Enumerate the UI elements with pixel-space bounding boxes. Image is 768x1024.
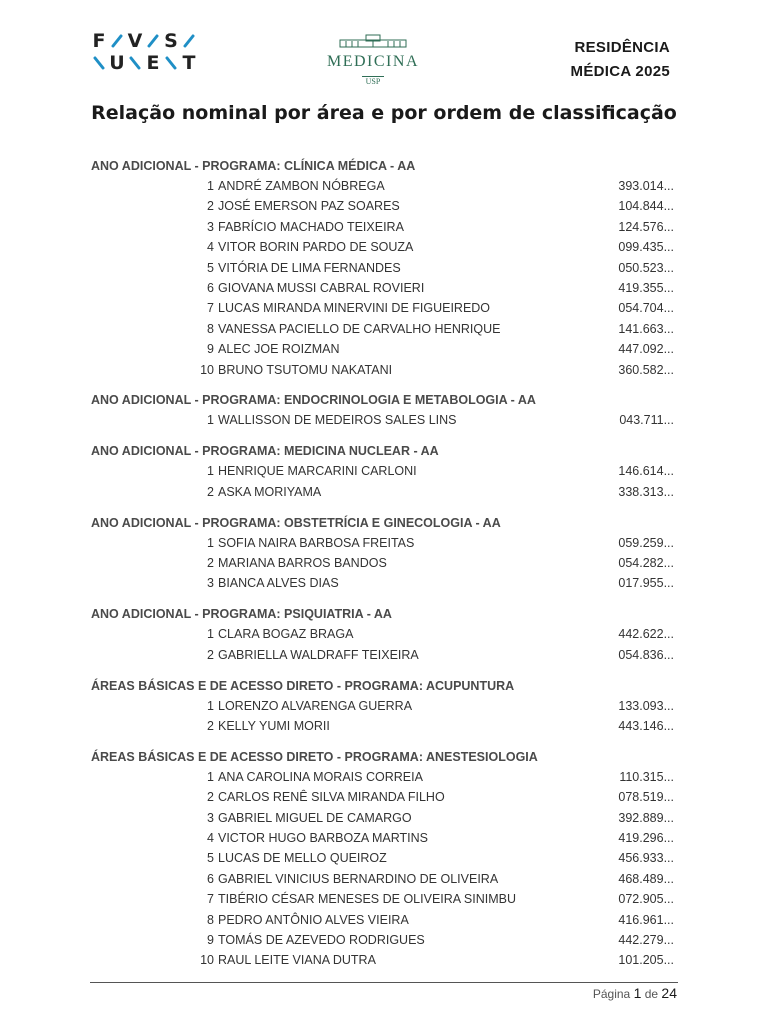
logo-letter: V xyxy=(127,30,143,52)
logo-backslash-icon xyxy=(126,52,144,74)
logo-letter: S xyxy=(164,30,178,52)
candidate-code: 078.519... xyxy=(618,790,674,805)
candidate-rank: 1 xyxy=(207,769,214,784)
candidate-row xyxy=(91,787,676,807)
candidate-code: 468.489... xyxy=(618,871,674,886)
classification-listing xyxy=(91,157,676,982)
candidate-name: ASKA MORIYAMA xyxy=(218,484,322,499)
candidate-rank: 4 xyxy=(207,830,214,845)
candidate-rank: 3 xyxy=(207,810,214,825)
candidate-rank: 2 xyxy=(207,555,214,570)
logo-letter: T xyxy=(182,52,196,74)
candidate-name: VITÓRIA DE LIMA FERNANDES xyxy=(218,260,401,275)
candidate-rank: 1 xyxy=(207,464,214,479)
program-section xyxy=(91,514,676,594)
page-number: 1 xyxy=(633,985,642,1001)
candidate-rank: 7 xyxy=(207,301,214,316)
candidate-code: 393.014... xyxy=(618,179,674,193)
candidate-name: TIBÉRIO CÉSAR MENESES DE OLIVEIRA SINIMBU xyxy=(218,892,516,907)
candidate-name: CLARA BOGAZ BRAGA xyxy=(218,627,354,642)
candidate-rank: 10 xyxy=(200,362,214,377)
program-section xyxy=(91,391,676,430)
candidate-rank: 10 xyxy=(200,953,214,968)
candidate-code: 104.844... xyxy=(618,199,674,214)
candidate-rank: 2 xyxy=(207,718,214,733)
candidate-name: LUCAS DE MELLO QUEIROZ xyxy=(218,851,387,866)
candidate-code: 099.435... xyxy=(618,240,674,255)
candidate-rank: 1 xyxy=(207,179,214,193)
candidate-name: KELLY YUMI MORII xyxy=(218,718,330,733)
candidate-row xyxy=(91,339,676,359)
logo-slash-icon xyxy=(144,30,162,52)
candidate-row xyxy=(91,828,676,848)
logo-backslash-icon xyxy=(162,52,180,74)
candidate-row xyxy=(91,533,676,553)
candidate-row xyxy=(91,360,676,380)
candidate-code: 133.093... xyxy=(618,698,674,713)
section-header: ANO ADICIONAL - PROGRAMA: CLÍNICA MÉDICA - AA xyxy=(91,159,416,173)
candidate-code: 059.259... xyxy=(618,535,674,550)
program-section xyxy=(91,605,676,665)
candidate-rank: 2 xyxy=(207,647,214,662)
candidate-code: 360.582... xyxy=(618,362,674,377)
candidate-row xyxy=(91,196,676,216)
page-label: Página xyxy=(592,987,631,1001)
page-footer xyxy=(593,985,677,1001)
candidate-row xyxy=(91,319,676,339)
candidate-name: FABRÍCIO MACHADO TEIXEIRA xyxy=(218,219,404,234)
candidate-rank: 1 xyxy=(207,535,214,550)
logo-slash-icon xyxy=(108,30,126,52)
candidate-rank: 2 xyxy=(207,199,214,214)
candidate-rank: 9 xyxy=(207,342,214,357)
candidate-rank: 1 xyxy=(207,413,214,428)
candidate-name: TOMÁS DE AZEVEDO RODRIGUES xyxy=(218,932,425,947)
program-section xyxy=(91,157,676,380)
candidate-row xyxy=(91,573,676,593)
candidate-row xyxy=(91,482,676,502)
candidate-code: 101.205... xyxy=(618,953,674,968)
section-header: ANO ADICIONAL - PROGRAMA: MEDICINA NUCLEAR - AA xyxy=(91,444,439,459)
logo-slash-icon xyxy=(180,30,198,52)
candidate-code: 050.523... xyxy=(618,260,674,275)
candidate-name: WALLISSON DE MEDEIROS SALES LINS xyxy=(218,413,457,428)
candidate-code: 146.614... xyxy=(618,464,674,479)
candidate-name: ANA CAROLINA MORAIS CORREIA xyxy=(218,769,423,784)
candidate-rank: 6 xyxy=(207,871,214,886)
candidate-name: LUCAS MIRANDA MINERVINI DE FIGUEIREDO xyxy=(218,301,491,316)
candidate-row xyxy=(91,645,676,665)
candidate-rank: 1 xyxy=(207,627,214,642)
section-header: ANO ADICIONAL - PROGRAMA: PSIQUIATRIA - AA xyxy=(91,607,392,622)
candidate-rank: 3 xyxy=(207,219,214,234)
candidate-code: 054.282... xyxy=(618,555,674,570)
candidate-name: HENRIQUE MARCARINI CARLONI xyxy=(218,464,417,479)
candidate-row xyxy=(91,767,676,787)
candidate-row xyxy=(91,461,676,481)
candidate-rank: 1 xyxy=(207,698,214,713)
of-label: de xyxy=(644,987,659,1001)
candidate-code: 017.955... xyxy=(618,576,674,591)
candidate-row xyxy=(91,553,676,573)
candidate-code: 054.836... xyxy=(618,647,674,662)
candidate-code: 392.889... xyxy=(618,810,674,825)
candidate-code: 456.933... xyxy=(618,851,674,866)
program-title-line2: MÉDICA 2025 xyxy=(570,63,670,80)
candidate-code: 442.279... xyxy=(618,932,674,947)
candidate-row xyxy=(91,716,676,736)
candidate-row xyxy=(91,298,676,318)
candidate-row xyxy=(91,930,676,950)
page-header xyxy=(0,30,768,90)
candidate-name: BRUNO TSUTOMU NAKATANI xyxy=(218,362,393,377)
candidate-rank: 3 xyxy=(207,576,214,591)
candidate-name: PEDRO ANTÔNIO ALVES VIEIRA xyxy=(218,912,409,927)
candidate-code: 416.961... xyxy=(618,912,674,927)
candidate-rank: 2 xyxy=(207,484,214,499)
section-header: ÁREAS BÁSICAS E DE ACESSO DIRETO - PROGRAMA: ACUPUNTURA xyxy=(91,678,515,693)
candidate-row xyxy=(91,910,676,930)
logo-letter: F xyxy=(92,30,106,52)
candidate-row xyxy=(91,176,676,196)
candidate-name: VANESSA PACIELLO DE CARVALHO HENRIQUE xyxy=(218,321,501,336)
candidate-rank: 5 xyxy=(207,260,214,275)
section-header: ANO ADICIONAL - PROGRAMA: ENDOCRINOLOGIA E METABOLOGIA - AA xyxy=(91,393,536,408)
candidate-rank: 6 xyxy=(207,280,214,295)
program-section xyxy=(91,442,676,502)
candidate-code: 338.313... xyxy=(618,484,674,499)
program-section xyxy=(91,677,676,737)
program-title-line1: RESIDÊNCIA xyxy=(574,39,670,56)
candidate-row xyxy=(91,808,676,828)
logo-letter: U xyxy=(109,52,125,74)
candidate-rank: 4 xyxy=(207,240,214,255)
program-section xyxy=(91,748,676,971)
candidate-rank: 7 xyxy=(207,892,214,907)
candidate-row xyxy=(91,410,676,430)
candidate-name: GIOVANA MUSSI CABRAL ROVIERI xyxy=(218,280,425,295)
candidate-name: LORENZO ALVARENGA GUERRA xyxy=(218,698,413,713)
usp-wordmark: USP xyxy=(362,76,385,87)
candidate-rank: 8 xyxy=(207,912,214,927)
candidate-name: BIANCA ALVES DIAS xyxy=(218,576,339,591)
candidate-rank: 5 xyxy=(207,851,214,866)
candidate-name: GABRIEL MIGUEL DE CAMARGO xyxy=(218,810,412,825)
candidate-row xyxy=(91,848,676,868)
document-title: Relação nominal por área e por ordem de classificação xyxy=(91,102,677,124)
candidate-row xyxy=(91,624,676,644)
candidate-name: GABRIELLA WALDRAFF TEIXEIRA xyxy=(218,647,419,662)
candidate-row xyxy=(91,889,676,909)
candidate-name: ANDRÉ ZAMBON NÓBREGA xyxy=(218,179,385,193)
fuvest-logo xyxy=(90,30,206,74)
candidate-code: 443.146... xyxy=(618,718,674,733)
candidate-code: 054.704... xyxy=(618,301,674,316)
total-pages: 24 xyxy=(661,985,677,1001)
candidate-name: MARIANA BARROS BANDOS xyxy=(218,555,387,570)
candidate-name: RAUL LEITE VIANA DUTRA xyxy=(218,953,376,968)
logo-backslash-icon xyxy=(90,52,108,74)
candidate-row xyxy=(91,258,676,278)
candidate-rank: 9 xyxy=(207,932,214,947)
fuvest-logo-bottom-row xyxy=(90,52,206,74)
candidate-name: VITOR BORIN PARDO DE SOUZA xyxy=(218,240,414,255)
medicina-wordmark: MEDICINA xyxy=(327,53,419,70)
candidate-code: 141.663... xyxy=(618,321,674,336)
candidate-code: 110.315... xyxy=(619,769,674,784)
medicina-usp-logo xyxy=(326,34,420,84)
section-header: ÁREAS BÁSICAS E DE ACESSO DIRETO - PROGRAMA: ANESTESIOLOGIA xyxy=(91,749,538,764)
footer-divider xyxy=(90,982,678,983)
candidate-code: 419.355... xyxy=(618,280,674,295)
candidate-name: ALEC JOE ROIZMAN xyxy=(218,342,340,357)
candidate-row xyxy=(91,217,676,237)
candidate-name: SOFIA NAIRA BARBOSA FREITAS xyxy=(218,535,415,550)
program-title xyxy=(571,36,670,84)
candidate-rank: 2 xyxy=(207,790,214,805)
candidate-code: 419.296... xyxy=(618,830,674,845)
section-header: ANO ADICIONAL - PROGRAMA: OBSTETRÍCIA E GINECOLOGIA - AA xyxy=(91,515,501,530)
candidate-code: 072.905... xyxy=(618,892,674,907)
candidate-row xyxy=(91,278,676,298)
candidate-code: 447.092... xyxy=(618,342,674,357)
candidate-row xyxy=(91,696,676,716)
candidate-row xyxy=(91,237,676,257)
candidate-name: JOSÉ EMERSON PAZ SOARES xyxy=(218,199,400,214)
candidate-code: 043.711... xyxy=(619,413,674,428)
candidate-code: 124.576... xyxy=(618,219,674,234)
candidate-row xyxy=(91,950,676,970)
candidate-row xyxy=(91,869,676,889)
candidate-code: 442.622... xyxy=(618,627,674,642)
logo-letter: E xyxy=(146,52,160,74)
fuvest-logo-top-row xyxy=(90,30,206,52)
candidate-name: GABRIEL VINICIUS BERNARDINO DE OLIVEIRA xyxy=(218,871,499,886)
building-icon xyxy=(338,34,408,48)
candidate-name: VICTOR HUGO BARBOZA MARTINS xyxy=(218,830,428,845)
candidate-rank: 8 xyxy=(207,321,214,336)
candidate-name: CARLOS RENÊ SILVA MIRANDA FILHO xyxy=(218,790,445,805)
